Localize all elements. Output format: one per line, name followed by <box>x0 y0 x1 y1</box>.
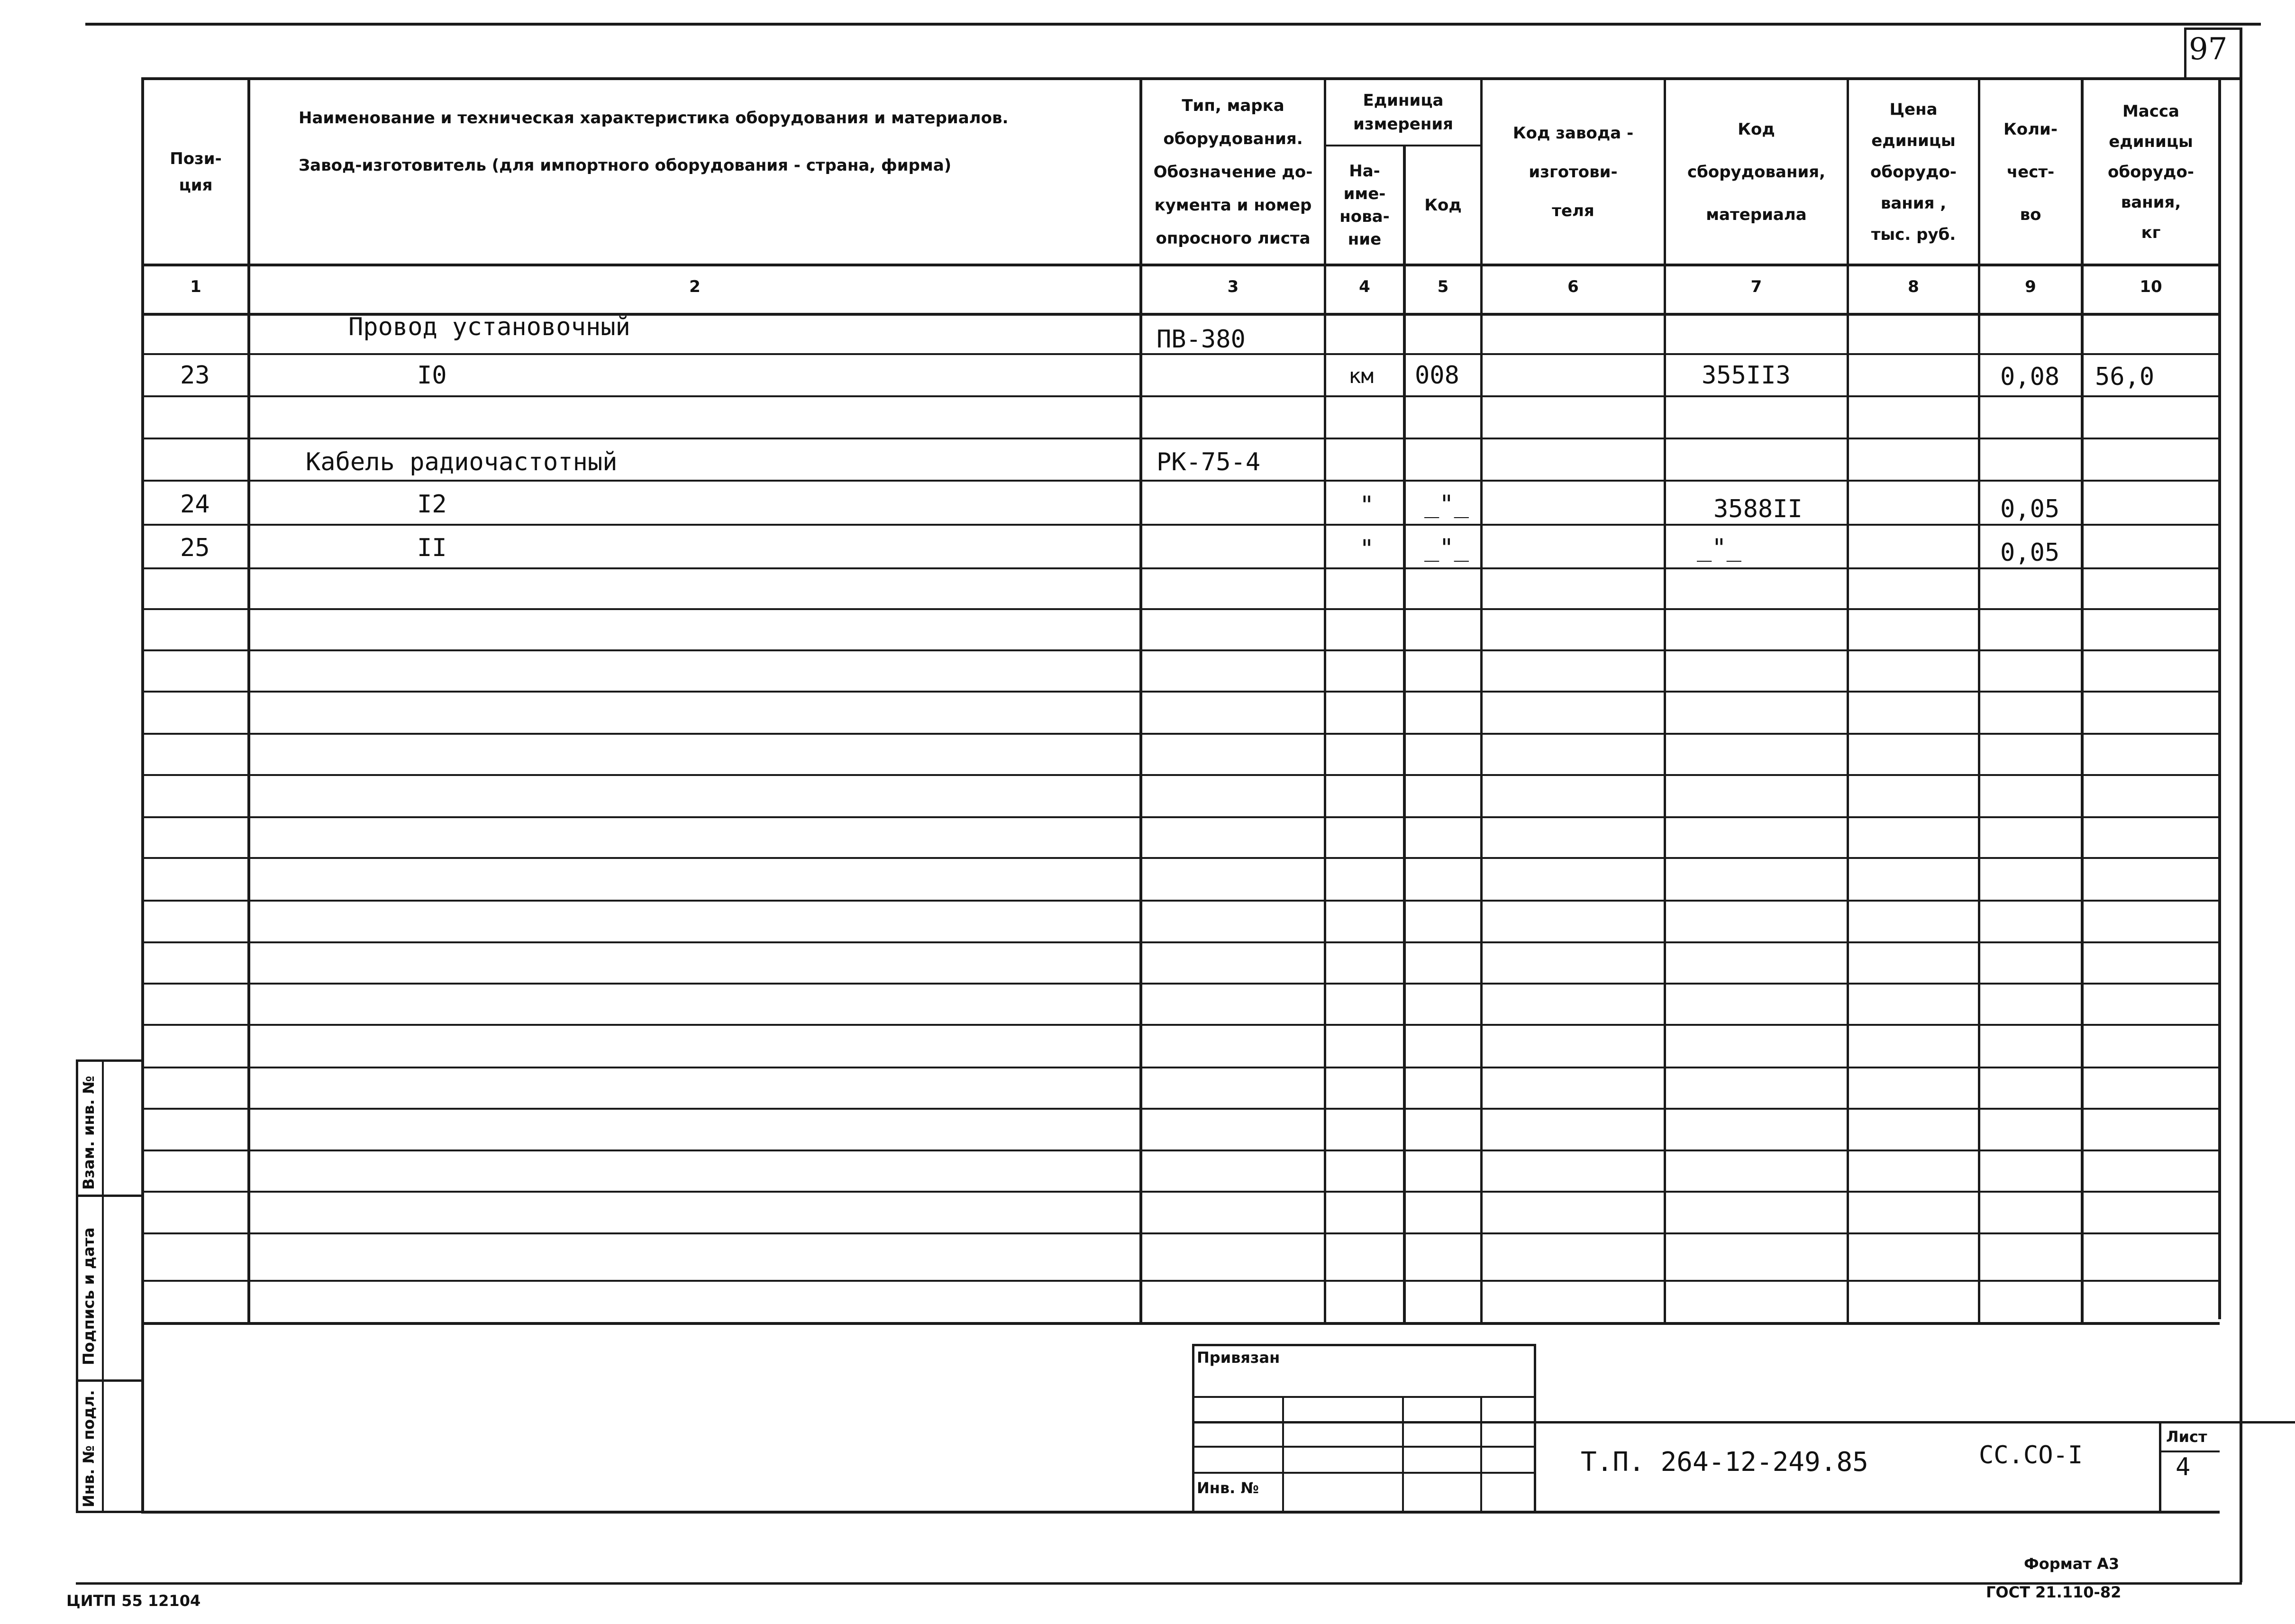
column-number: 5 <box>1437 277 1449 296</box>
header-name: Наименование и техническая характеристика оборудования и материалов. Завод-изготовитель (для импортного оборудования - страна, фирма) <box>299 109 1009 175</box>
sheet-label: Лист <box>2166 1428 2207 1446</box>
column-number: 6 <box>1567 277 1579 296</box>
table-row-equipment-code: _"_ <box>1697 534 1741 562</box>
table-row-position: 24 <box>180 490 210 519</box>
standard-reference: ГОСТ 21.110-82 <box>1986 1583 2122 1601</box>
table-row-unit: " <box>1359 491 1375 520</box>
column-number: 10 <box>2140 277 2162 296</box>
header-quantity: Коли- чест- во <box>2004 119 2058 224</box>
side-label-inv-original: Инв. № подл. <box>80 1390 98 1507</box>
table-row-unit-code: 008 <box>1415 361 1459 390</box>
header-equipment-code: Код сборудования, материала <box>1687 119 1826 224</box>
table-row-name: I2 <box>417 490 447 519</box>
table-row-quantity: 0,05 <box>2000 495 2060 523</box>
table-row-equipment-code: 3588II <box>1713 495 1803 523</box>
column-number: 9 <box>2025 277 2036 296</box>
header-price: Цена единицы оборудо- вания , тыс. руб. <box>1870 100 1957 244</box>
column-number: 1 <box>190 277 201 296</box>
table-row-type: РК-75-4 <box>1157 448 1261 476</box>
table-row-quantity: 0,05 <box>2000 538 2060 567</box>
table-row-position: 23 <box>180 361 210 390</box>
page-number: 97 <box>2189 32 2228 67</box>
table-row-unit-code: _"_ <box>1424 490 1469 519</box>
header-factory-code: Код завода - изготови- теля <box>1512 123 1634 220</box>
table-row-unit-code: _"_ <box>1424 534 1469 562</box>
column-number: 3 <box>1227 277 1239 296</box>
table-row-name: I0 <box>417 361 447 390</box>
table-row-name: Провод установочный <box>348 313 630 341</box>
printer-code: ЦИТП 55 12104 <box>66 1592 201 1610</box>
table-row-type: ПВ-380 <box>1157 325 1246 354</box>
table-row-position: 25 <box>180 534 210 562</box>
table-row-name: II <box>417 534 447 562</box>
sheet-number: 4 <box>2176 1453 2191 1481</box>
column-number: 8 <box>1908 277 1919 296</box>
side-label-signature-date: Подпись и дата <box>80 1227 98 1365</box>
table-row-quantity: 0,08 <box>2000 363 2060 391</box>
paper-format: Формат А3 <box>2024 1555 2120 1573</box>
header-mass: Масса единицы оборудо- вания, кг <box>2108 101 2194 242</box>
column-number: 2 <box>689 277 701 296</box>
column-number: 7 <box>1750 277 1762 296</box>
header-unit-name: На- име- нова- ние <box>1339 161 1390 249</box>
stamp-attached-label: Привязан <box>1197 1349 1280 1367</box>
header-position: Пози- ция <box>170 149 222 195</box>
stamp-inventory-label: Инв. № <box>1197 1479 1259 1497</box>
document-code: СС.СО-I <box>1979 1441 2083 1469</box>
header-unit-group: Единица измерения <box>1353 91 1453 134</box>
table-row-unit: км <box>1348 364 1374 388</box>
table-row-equipment-code: 355II3 <box>1702 361 1791 390</box>
document-number: Т.П. 264-12-249.85 <box>1581 1447 1868 1478</box>
table-row-name: Кабель радиочастотный <box>306 448 618 476</box>
table-row-mass: 56,0 <box>2095 363 2155 391</box>
column-number: 4 <box>1359 277 1370 296</box>
side-label-replaced-inv: Взам. инв. № <box>80 1076 98 1190</box>
header-unit-code: Код <box>1424 195 1462 215</box>
header-type: Тип, марка оборудования. Обозначение до- кумента и номер опросного листа <box>1153 96 1313 248</box>
table-row-unit: " <box>1359 535 1375 563</box>
